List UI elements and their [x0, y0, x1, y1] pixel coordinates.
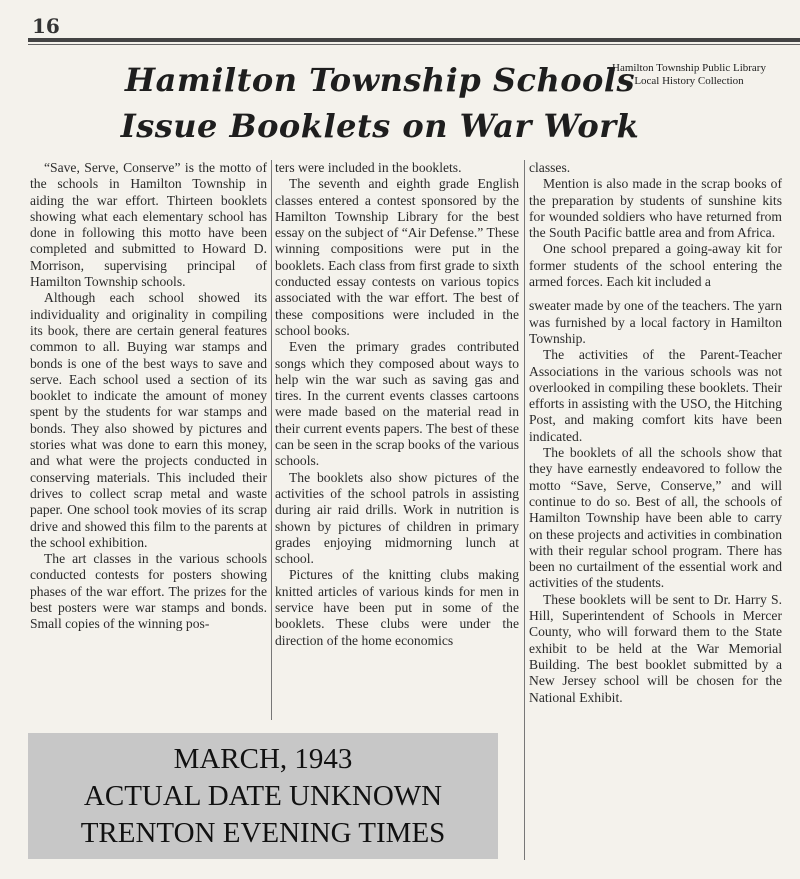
stamp-line-2: Local History Collection — [634, 75, 744, 87]
paragraph: The activities of the Parent-Teacher Associations in the various schools was not overlooked in compiling these booklets. Their efforts in assisting with the USO, the Hitching Post, and making comfort kits have been indicated. — [529, 347, 782, 444]
page-number: 16 — [32, 14, 60, 38]
paragraph: One school prepared a going-away kit for former students of the school entering the armed forces. Each kit included a — [529, 241, 782, 290]
article-column-1 — [30, 160, 267, 633]
paragraph: These booklets will be sent to Dr. Harry S. Hill, Superintendent of Schools in Mercer County, who will forward them to the State exhibit to be held at the War Memorial Building. The best booklet submitted by a New Jersey school will be chosen for the National Exhibit. — [529, 591, 782, 705]
paragraph: The seventh and eighth grade English classes entered a contest sponsored by the Hamilton Township Library for the best essay on the subject of “Air Defense.” These winning compositions were put in the booklets. Each class from first grade to sixth conducted essay contests on various topics associated with the war effort. The best of these compositions were included in the school books. — [275, 176, 519, 338]
paragraph: classes. — [529, 160, 571, 175]
headline-line-2: Issue Booklets on War Work — [120, 107, 640, 145]
paragraph: sweater made by one of the teachers. The yarn was furnished by a local factory in Hamilton Township. — [529, 298, 782, 346]
stamp-line-1: Hamilton Township Public Library — [612, 62, 766, 74]
paragraph: Pictures of the knitting clubs making knitted articles of various kinds for men in service have been put in some of the booklets. These clubs were under the direction of the home economics — [275, 567, 519, 648]
paragraph: Mention is also made in the scrap books of the preparation by students of sunshine kits for wounded soldiers who have returned from the South Pacific battle area and from Africa. — [529, 176, 782, 241]
source-line: TRENTON EVENING TIMES — [80, 816, 446, 849]
paragraph: The art classes in the various schools conducted contests for posters showing phases of the war effort. The prizes for the best posters were war stamps and bonds. Small copies of the winning pos- — [30, 551, 267, 632]
paragraph: Even the primary grades contributed songs which they composed about ways to help win the war such as saving gas and tires. In the current events classes cartoons were made based on the material read in their current events papers. The best of these can be seen in the scrap books of the various schools. — [275, 339, 519, 469]
article-column-3 — [529, 160, 782, 706]
paragraph: ters were included in the booklets. — [275, 160, 462, 175]
paragraph: The booklets also show pictures of the activities of the school patrols in assisting during air raid drills. Work in nutrition is shown by pictures of children in primary grades enjoying midmorning lunch at school. — [275, 469, 519, 567]
header-rule — [28, 38, 800, 45]
column-divider-2 — [524, 160, 525, 860]
headline-line-1: Hamilton Township Schools — [124, 61, 636, 99]
column-divider-1 — [271, 160, 272, 720]
paragraph: The booklets of all the schools show that they have earnestly endeavored to follow the motto “Save, Serve, Conserve,” and will continue to do so. Best of all, the schools of Hamilton Township have been able to carry on these projects and activities in combination with their regular school program. There has been no curtailment of the essential work and activities of the students. — [529, 445, 782, 591]
date-line: MARCH, 1943 — [173, 742, 353, 775]
date-note-line: ACTUAL DATE UNKNOWN — [83, 779, 443, 812]
article-column-2 — [275, 160, 519, 649]
paragraph: Although each school showed its individuality and originality in compiling its book, there are certain general features common to all. Buying war stamps and bonds is one of the best ways to save and serve. Each school used a section of its booklet to indicate the amount of money spent by the students for war stamps and bonds. They also showed by pictures and stories what was done to earn this money, and what were the projects conducted in conserving materials. This included their drives to collect scrap metal and waste paper. One school took movies of its scrap drive and showed this film to the parents at the school exhibition. — [30, 290, 267, 550]
paragraph: “Save, Serve, Conserve” is the motto of the schools in Hamilton Township in aiding the war effort. Thirteen booklets showing what each elementary school has done in following this motto have been completed and submitted to Howard D. Morrison, supervising principal of Hamilton Township schools. — [30, 160, 267, 290]
date-caption-box — [28, 733, 498, 859]
